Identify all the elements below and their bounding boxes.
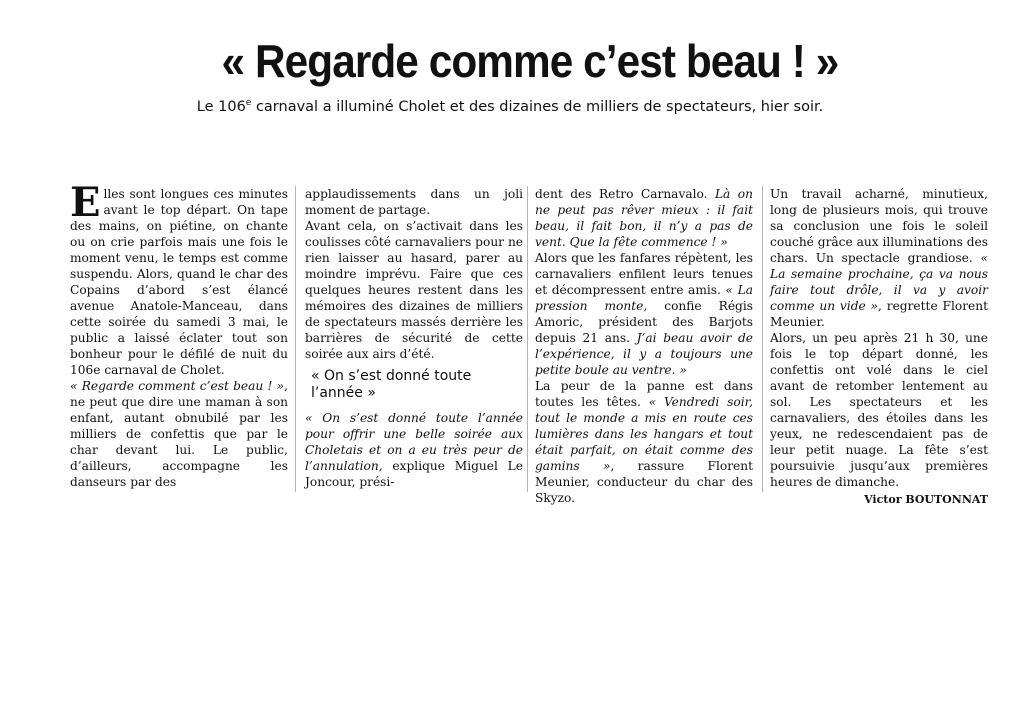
article-body	[70, 179, 995, 506]
paragraph-text: , regrette Florent Meunier.	[770, 299, 988, 329]
subhead-start: Le 106	[196, 98, 246, 115]
column-1	[70, 179, 288, 496]
paragraph	[70, 179, 288, 378]
paragraph	[535, 378, 753, 506]
quote: « Vendredi soir, tout le monde a mis en route ces lumières dans les hangars et tout était parfait, on était comme des gamins »	[535, 395, 753, 473]
quote: « La pression monte,	[535, 283, 753, 313]
paragraph-text: , rassure Florent Meunier, conducteur du char des Skyzo.	[535, 459, 753, 505]
quote: « La semaine prochaine, ça va nous faire tout drôle, il va y avoir comme un vide »	[770, 251, 988, 313]
quote: « Regarde comment c’est beau ! »	[70, 379, 285, 393]
paragraph: Alors, un peu après 21 h 30, une fois le top départ donné, les confettis ont volé dans le ciel avant de retomber lentement au sol. Les spectateurs et les carnavaliers, des étoiles dans les yeux, ne redescendaient pas de leur petit nuage. La fête s’est poursuivie jusqu’aux premières heures de dimanche.	[770, 331, 988, 489]
intertitle: « On s’est donné toute l’année »	[311, 368, 472, 401]
quote: Là on ne peut pas rêver mieux : il fait beau, il fait bon, il n’y a pas de vent. Que la fête commence ! »	[535, 187, 753, 249]
paragraph-text: Alors que les fanfares répètent, les carnavaliers enfilent leurs tenues et décompressent entre amis.	[535, 251, 753, 297]
quote: « On s’est donné toute l’année pour offrir une belle soirée aux Choletais et on a eu très peur de l’annulation,	[305, 411, 523, 473]
column-4	[770, 186, 988, 506]
paragraph-text: explique Miguel Le Joncour, prési-	[305, 459, 523, 489]
quote: J’ai beau avoir de l’expérience, il y a toujours une petite boule au ventre. »	[535, 331, 753, 377]
paragraph	[535, 250, 753, 378]
paragraph: Avant cela, on s’activait dans les coulisses côté carnavaliers pour ne rien laisser au hasard, parer au moindre imprévu. Faire que ces quelques heures restent dans les mémoires des dizaines de milliers de spectateurs massés derrière les barrières de sécurité de cette soirée aux airs d’été.	[305, 219, 523, 361]
headline: « Regarde comme c’est beau ! »	[221, 35, 839, 87]
column-3	[535, 186, 753, 505]
paragraph-text: Un travail acharné, minutieux, long de plusieurs mois, qui trouve sa conclusion une fois le soleil couché grâce aux illuminations des chars. Un spectacle grandiose.	[770, 187, 988, 265]
paragraph-text: confie Régis Amoric, président des Barjots depuis 21 ans.	[535, 299, 753, 345]
paragraph-text: La peur de la panne est dans toutes les têtes.	[535, 379, 753, 409]
paragraph-text: dent des Retro Carnavalo.	[535, 187, 715, 201]
paragraph-text: , ne peut que dire une maman à son enfant, autant obnubilé par les milliers de confettis que par le char devant lui. Le public, d’ailleurs, accompagne les danseurs par des	[70, 379, 288, 489]
paragraph	[770, 186, 988, 330]
subhead	[160, 98, 860, 115]
author-signature: Victor BOUTONNAT	[864, 493, 988, 506]
subhead-end: carnaval a illuminé Cholet et des dizaines de milliers de spectateurs, hier soir.	[251, 98, 824, 115]
paragraph-text: lles sont longues ces minutes avant le top départ. On tape des mains, on piétine, on chante ou on crie parfois mais une fois le moment venu, le temps est comme suspendu. Alors, quand le char des Copains d’abord s’est élancé avenue Anatole-Manceau, dans cette soirée du samedi 3 mai, le public a laissé éclater tout son bonheur pour le défilé de nuit du 106e carnaval de Cholet.	[70, 187, 288, 377]
paragraph	[535, 186, 753, 250]
paragraph	[70, 378, 288, 490]
column-2	[305, 186, 523, 496]
subhead-ordinal: e	[245, 98, 252, 108]
paragraph: applaudissements dans un joli moment de partage.	[305, 187, 523, 217]
paragraph	[305, 410, 523, 490]
drop-cap: E	[70, 179, 101, 226]
